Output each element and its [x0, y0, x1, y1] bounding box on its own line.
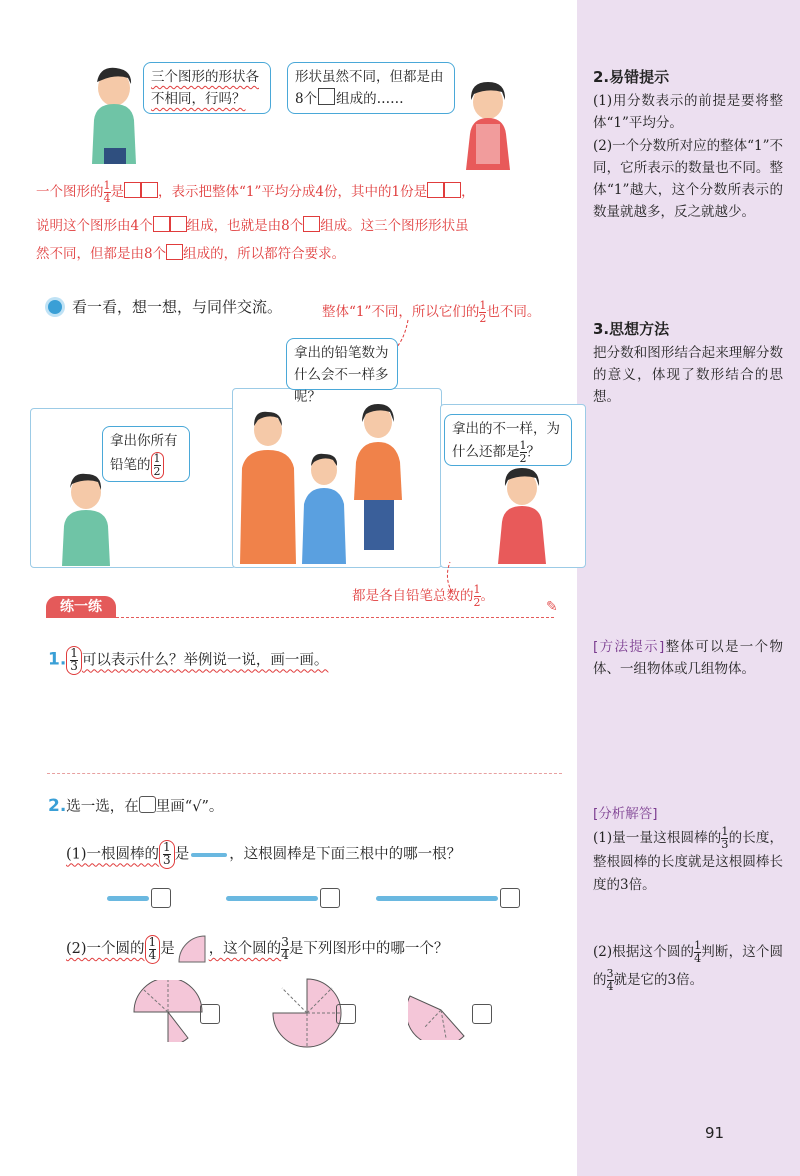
checkbox-circle-2[interactable]	[336, 1004, 356, 1024]
inline-checkbox	[139, 796, 156, 813]
sidebar-method-text: 把分数和图形结合起来理解分数的意义，体现了数形结合的思想。	[593, 345, 783, 405]
note-top: 整体“1”不同，所以它们的 $\frac{1}{2}$ 也不同。	[322, 299, 541, 325]
rod-option-1	[107, 896, 149, 901]
girl-top-illustration	[458, 78, 518, 170]
answer-p1-a: (1)量一量这根圆棒的	[593, 830, 722, 846]
sidebar-tip	[593, 636, 783, 680]
boy-left-illustration	[56, 470, 136, 566]
answer-p1-b: 的长度，整根圆棒的长度就是这根圆棒长度的3倍。	[593, 830, 783, 893]
tip-tag: [方法提示]	[593, 639, 665, 655]
tip-text: 整体可以是一个物体、一组物体或几组物体。	[593, 639, 783, 677]
answer-p2-a: (2)根据这个圆的	[593, 944, 695, 960]
answer-tag: [分析解答]	[593, 806, 658, 822]
page-number: 91	[705, 1124, 725, 1142]
sidebar-title-method: 3.思想方法	[593, 320, 670, 338]
sidebar-title-errors: 2.易错提示	[593, 68, 670, 86]
answer-frac-threeq: $\frac{3}{4}$	[606, 967, 614, 993]
boy-top-illustration	[86, 64, 146, 164]
note-bottom: 都是各自铅笔总数的 $\frac{1}{2}$ 。	[352, 583, 494, 609]
answer-frac-third: $\frac{1}{3}$	[721, 825, 729, 851]
bubble-girl-top-pre: 形状虽然不同，但都是由8个	[295, 69, 444, 107]
section-divider	[47, 773, 562, 774]
answer-p2-c: 就是它的3倍。	[613, 972, 704, 988]
checkbox-circle-1[interactable]	[200, 1004, 220, 1024]
group-illustration	[232, 400, 432, 564]
circle-option-2	[272, 978, 342, 1048]
rod-option-2	[226, 896, 318, 901]
answer-p1	[593, 826, 783, 897]
activity-bullet-icon	[48, 300, 62, 314]
bubble-girl-top-post: 组成的……	[336, 91, 404, 107]
activity-title: 看一看，想一想，与同伴交流。	[72, 298, 283, 316]
bubble-girl-top	[287, 62, 455, 114]
quarter-circle-shape	[175, 934, 209, 964]
explanation-frac: $\frac{1}{4}$	[103, 179, 111, 205]
girl-right-illustration	[488, 464, 558, 564]
explanation-line-3: 然不同，但都是由8个 组成的，所以都符合要求。	[36, 246, 346, 262]
bubble-right: 拿出的不一样，为什么还都是 $\frac{1}{2}$ ？	[444, 414, 572, 466]
answer-frac-quarter: $\frac{1}{4}$	[694, 939, 702, 965]
checkbox-rod-2[interactable]	[320, 888, 340, 908]
q2-number: 2.	[48, 796, 67, 816]
circle-option-3	[408, 990, 474, 1040]
bubble-boy-top-text: 三个图形的形状各不相同，行吗？	[151, 69, 259, 107]
bubble-left: 拿出你所有铅笔的 $\frac{1}{2}$	[102, 426, 190, 482]
box-2x1	[124, 182, 141, 198]
explanation-line-2: 说明这个图形由4个 组成，也就是由8个 组成。这三个图形形状虽	[36, 218, 469, 234]
small-square	[318, 88, 335, 105]
practice-divider	[46, 617, 554, 618]
explanation-line-1: 一个图形的 $\frac{1}{4}$ 是 ，表示把整体“1”平均分成4份，其中的1份是 ，	[36, 179, 475, 205]
sidebar	[577, 0, 800, 1176]
checkbox-rod-3[interactable]	[500, 888, 520, 908]
q1-fraction: $\frac{1}{3}$	[66, 646, 82, 675]
pencil-icon: ✎	[546, 599, 558, 615]
answer-p2	[593, 938, 783, 994]
rod-option-3	[376, 896, 498, 901]
short-rod	[191, 853, 227, 857]
checkbox-rod-1[interactable]	[151, 888, 171, 908]
bubble-boy-top	[143, 62, 271, 114]
q1-text: 可以表示什么？举例说一说，画一画。	[81, 652, 329, 669]
sidebar-errors-p2: (2)一个分数所对应的整体“1”不同，它所表示的数量也不同。整体“1”越大，这个分数所表示的数量就越多，反之就越少。	[593, 138, 784, 220]
bubble-center-text: 拿出的铅笔数为什么会不一样多呢？	[294, 345, 389, 405]
question-2-1: (1)一根圆棒的 $\frac{1}{3}$ 是 ，这根圆棒是下面三根中的哪一根？	[66, 840, 462, 867]
question-1	[48, 646, 328, 675]
circle-option-1	[132, 980, 204, 1042]
answer-p2-b: 判断，这个圆的	[593, 944, 784, 988]
sidebar-errors-p1: (1)用分数表示的前提是要将整体“1”平均分。	[593, 93, 783, 131]
practice-label: 练一练	[46, 596, 116, 618]
question-2: 2.选一选，在 里画“√”。	[48, 796, 224, 816]
q1-number: 1.	[48, 649, 67, 670]
arrow-note-bottom	[440, 560, 464, 596]
question-2-2: (2)一个圆的 $\frac{1}{4}$ 是 ，这个圆的 $\frac{3}{4}$ 是下列图形中的哪一个？	[66, 934, 448, 964]
bubble-center	[286, 338, 398, 405]
checkbox-circle-3[interactable]	[472, 1004, 492, 1024]
